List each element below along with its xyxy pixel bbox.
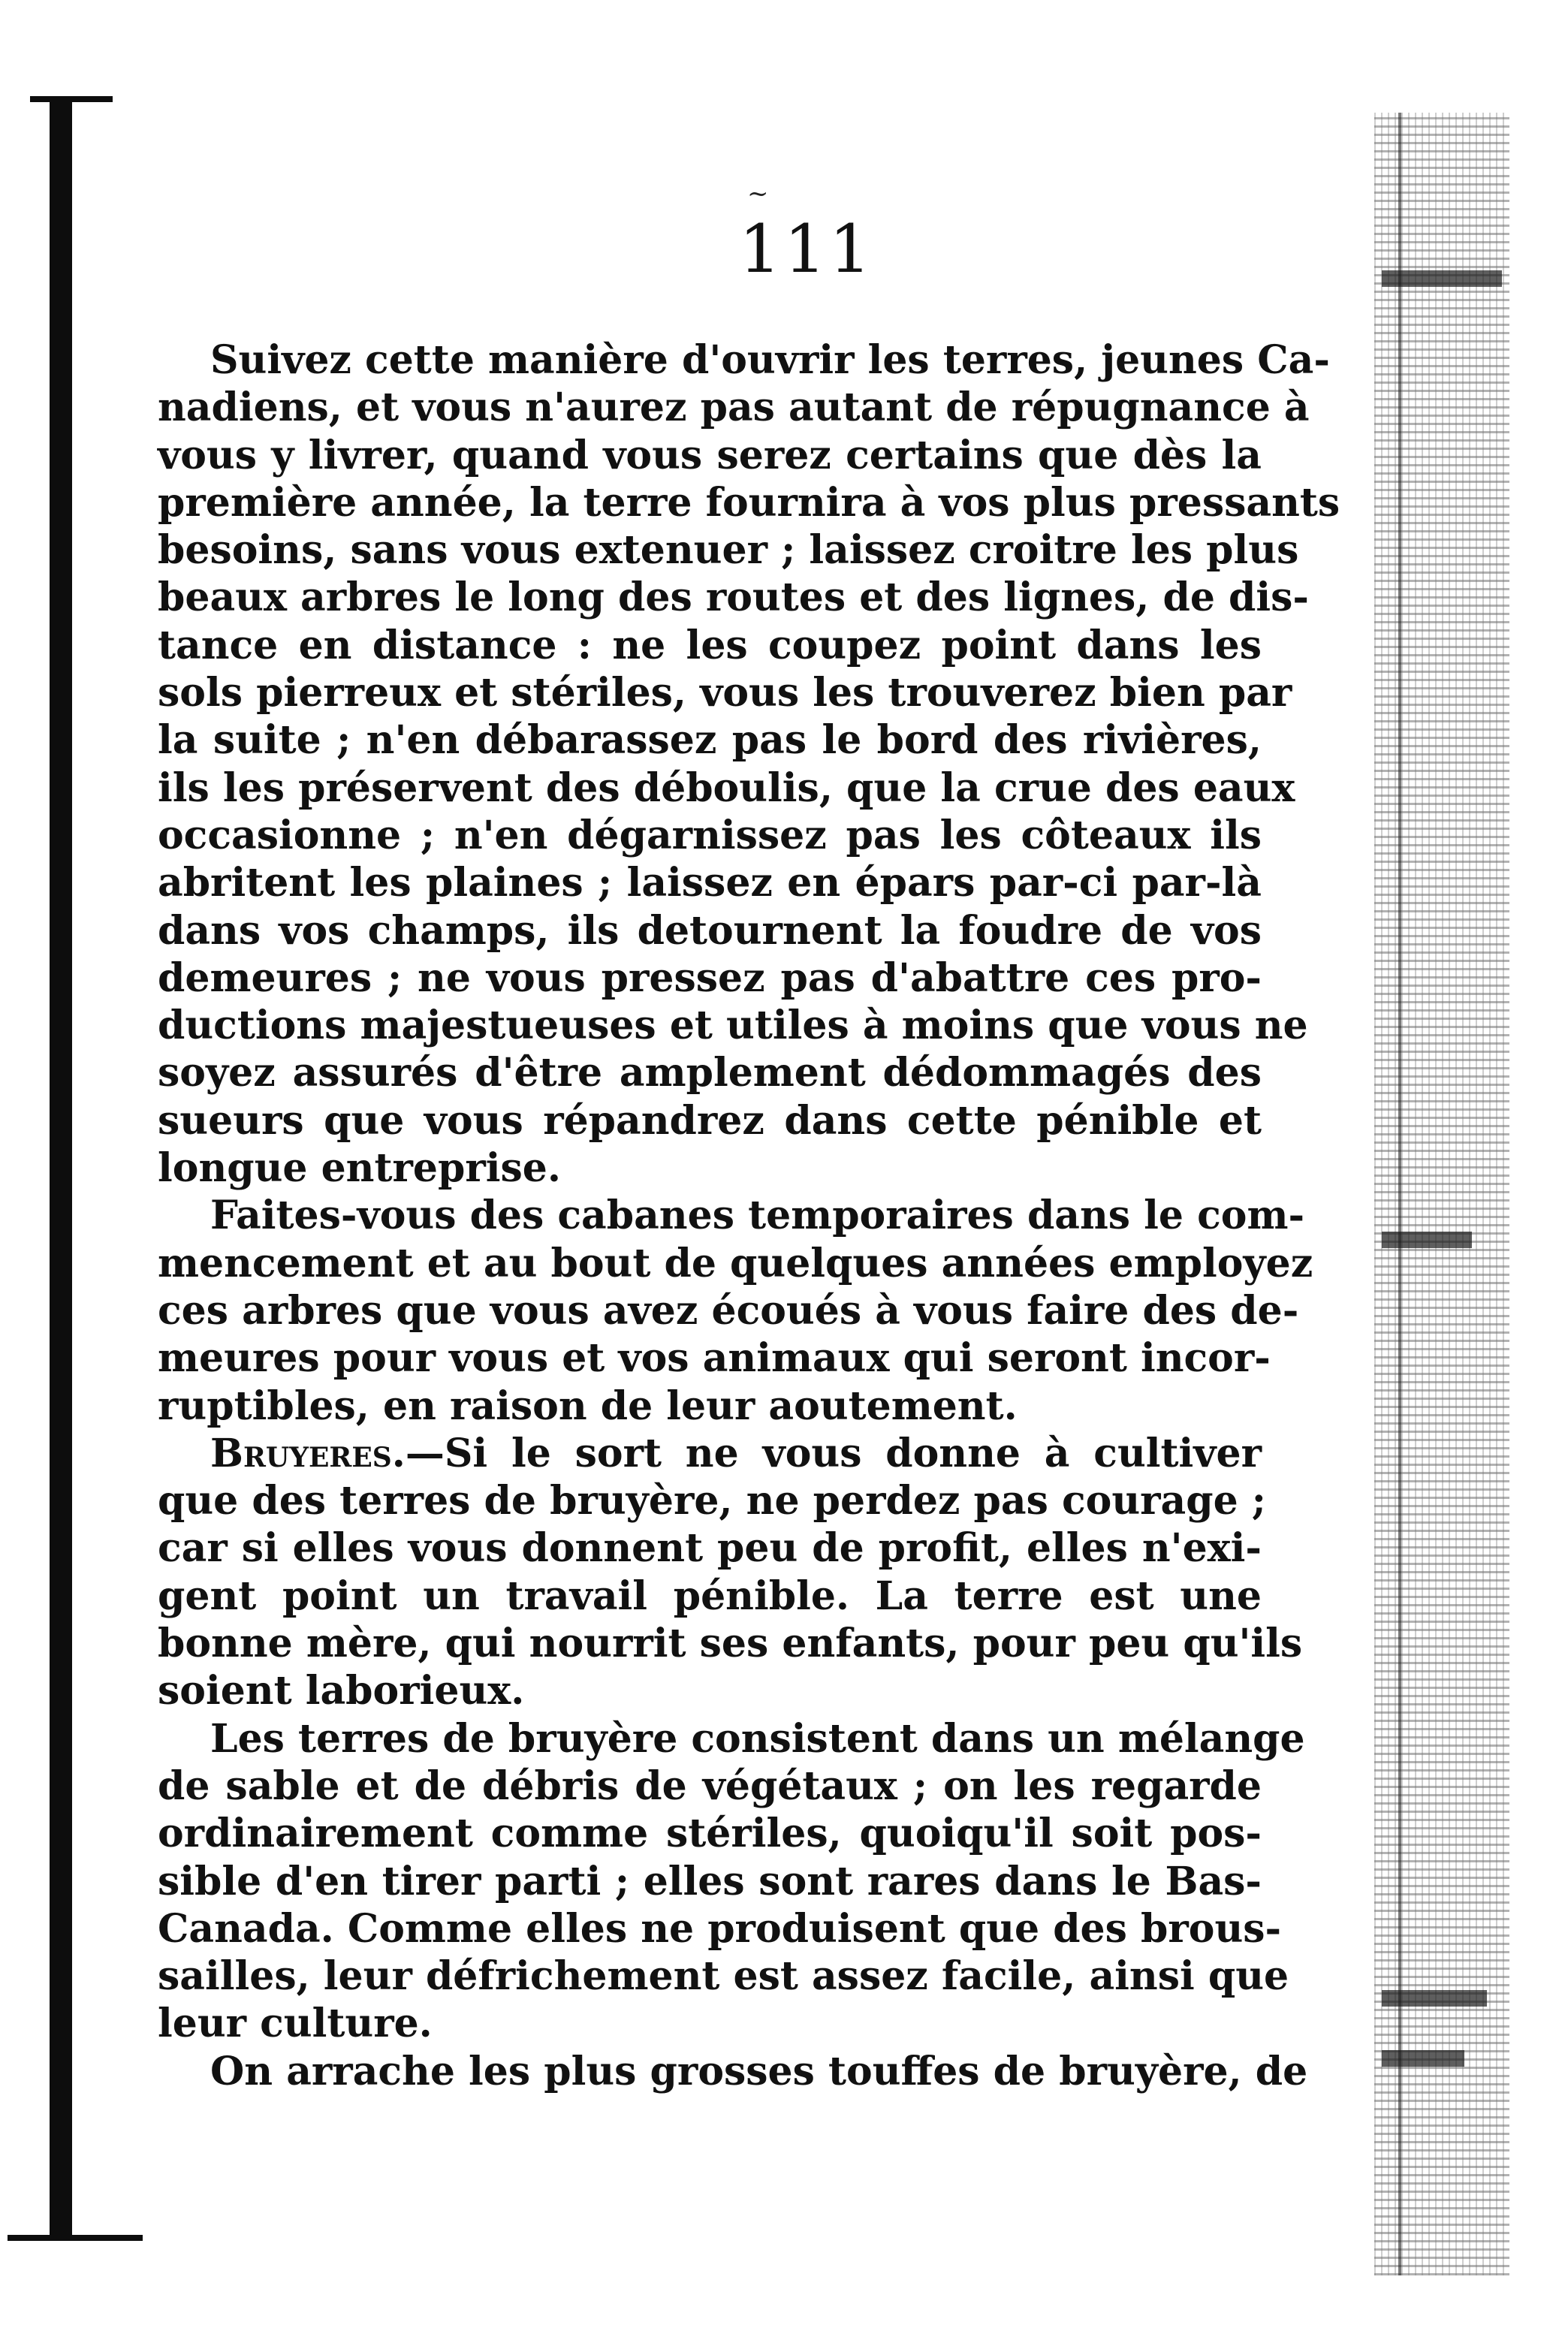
text-line: besoins, sans vous extenuer ; laissez croitre les plus (158, 527, 1299, 574)
text-line: ils les préservent des déboulis, que la crue des eaux (158, 764, 1295, 811)
text-line: Canada. Comme elles ne produisent que des brous- (158, 1905, 1282, 1952)
text-line: ces arbres que vous avez écoués à vous faire des de- (158, 1287, 1299, 1334)
text-line: ordinairement comme stériles, quoiqu'il soit pos- (158, 1811, 1262, 1857)
binding-edge-bottom (8, 2235, 143, 2241)
text-line: abritent les plaines ; laissez en épars par-ci par-là (158, 860, 1262, 906)
text-line: dans vos champs, ils detournent la foudre de vos (158, 907, 1262, 954)
scan-bleed-strip (1382, 1990, 1487, 2007)
scan-bleed-line (1398, 113, 1401, 2275)
text-line: beaux arbres le long des routes et des lignes, de dis- (158, 574, 1309, 621)
text-line: sols pierreux et stériles, vous les trouverez bien par (158, 670, 1292, 716)
text-line: longue entreprise. (158, 1145, 561, 1192)
binding-edge (50, 98, 72, 2238)
scan-bleed-strip (1382, 1232, 1472, 1248)
text-line: occasionne ; n'en dégarnissez pas les côteaux ils (158, 812, 1262, 858)
text-line: gent point un travail pénible. La terre est une (158, 1573, 1262, 1619)
text-line: tance en distance : ne les coupez point dans les (158, 622, 1262, 668)
text-line: Faites-vous des cabanes temporaires dans le com- (210, 1193, 1305, 1239)
text-line: leur culture. (158, 2001, 433, 2047)
text-line: sible d'en tirer parti ; elles sont rares dans le Bas- (158, 1858, 1262, 1904)
section-heading-rest: —Si le sort ne vous donne à cultiver (405, 1430, 1262, 1476)
text-line: bonne mère, qui nourrit ses enfants, pour peu qu'ils (158, 1621, 1303, 1667)
text-line: soyez assurés d'être amplement dédommagés des (158, 1050, 1262, 1096)
text-line: soient laborieux. (158, 1668, 525, 1714)
text-line: Suivez cette manière d'ouvrir les terres, jeunes Ca- (210, 337, 1330, 383)
section-heading-line (158, 1430, 1262, 1477)
header-ornament: ~ (747, 179, 769, 209)
text-line: sueurs que vous répandrez dans cette pénible et (158, 1097, 1262, 1144)
text-line: vous y livrer, quand vous serez certains que dès la (158, 432, 1262, 478)
text-line: demeures ; ne vous pressez pas d'abattre ces pro- (158, 954, 1262, 1001)
text-line: car si elles vous donnent peu de profit, elles n'exi- (158, 1525, 1262, 1572)
text-line: la suite ; n'en débarassez pas le bord des rivières, (158, 717, 1262, 764)
page-number: 111 (739, 210, 874, 288)
text-line: Les terres de bruyère consistent dans un mélange (210, 1715, 1305, 1762)
text-line: meures pour vous et vos animaux qui seront incor- (158, 1335, 1271, 1382)
text-line: ductions majestueuses et utiles à moins que vous ne (158, 1003, 1308, 1049)
text-line: nadiens, et vous n'aurez pas autant de répugnance à (158, 384, 1310, 431)
body-text (158, 336, 1340, 2095)
scan-bleed-through (1374, 113, 1509, 2275)
text-line: de sable et de débris de végétaux ; on les regarde (158, 1763, 1262, 1809)
text-line: première année, la terre fournira à vos plus pressants (158, 479, 1340, 526)
text-line: sailles, leur défrichement est assez facile, ainsi que (158, 1953, 1289, 2000)
text-line: mencement et au bout de quelques années employez (158, 1240, 1313, 1286)
section-heading-word: Bruyeres. (210, 1430, 406, 1476)
scan-bleed-strip (1382, 2050, 1464, 2067)
text-line: que des terres de bruyère, ne perdez pas courage ; (158, 1478, 1266, 1524)
text-line: On arrache les plus grosses touffes de bruyère, de (210, 2048, 1308, 2094)
text-line: ruptibles, en raison de leur aoutement. (158, 1383, 1018, 1429)
